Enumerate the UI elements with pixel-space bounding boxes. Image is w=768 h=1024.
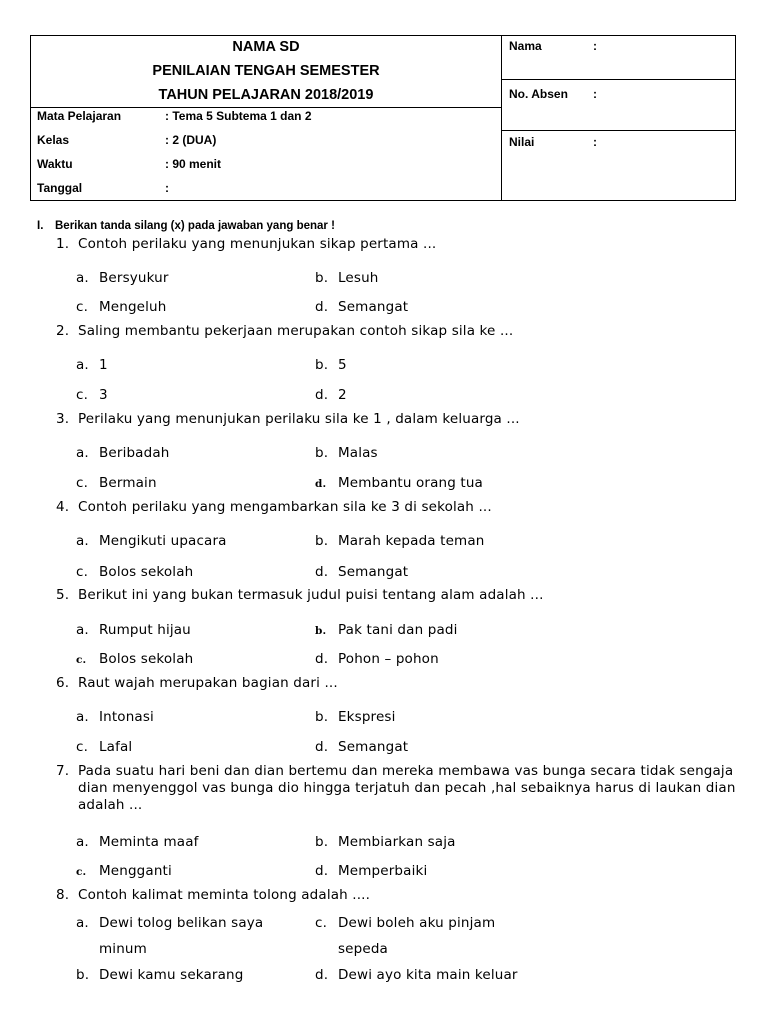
question-number: 2. [56,323,70,339]
option-4b [315,533,485,550]
question-number: 5. [56,587,70,603]
option-text: Membiarkan saja [338,834,456,850]
field-label-class: Kelas [37,133,70,147]
question-text: Contoh kalimat meminta tolong adalah .... [78,887,371,903]
exam-title: PENILAIAN TENGAH SEMESTER [152,63,380,79]
option-letter: b. [315,834,329,850]
option-7b [315,834,456,851]
option-1c [76,299,166,316]
option-text: Rumput hijau [99,622,191,638]
option-letter: a. [76,915,89,931]
option-letter: c. [76,654,87,666]
option-text: Memperbaiki [338,863,428,879]
field-value-date: : [165,181,169,195]
field-value-subject: : Tema 5 Subtema 1 dan 2 [165,109,312,123]
school-name: NAMA SD [232,39,300,55]
option-8c-continued: sepeda [338,941,388,957]
option-letter: a. [76,533,89,549]
option-letter: b. [315,357,329,373]
question-number: 3. [56,411,70,427]
option-2b [315,357,347,374]
question-4 [56,499,738,516]
section-instruction [37,220,335,232]
option-text: Marah kepada teman [338,533,485,549]
question-1 [56,236,738,253]
question-7 [56,763,738,814]
option-letter: a. [76,270,89,286]
option-letter: c. [315,915,328,931]
option-text: Semangat [338,299,409,315]
field-value-class: : 2 (DUA) [165,133,217,147]
option-7c [76,863,172,881]
option-letter: d. [315,967,329,983]
option-text: Malas [338,445,378,461]
question-text: Raut wajah merupakan bagian dari ... [78,675,338,691]
side-colon-score: : [593,135,597,149]
question-5 [56,587,738,604]
option-letter: d. [315,651,329,667]
question-number: 7. [56,763,70,779]
field-label-subject: Mata Pelajaran [37,109,122,123]
option-letter: b. [315,533,329,549]
option-3b [315,445,378,462]
option-letter: a. [76,622,89,638]
question-text: Pada suatu hari beni dan dian bertemu dan mereka membawa vas bunga secara tidak sengaja dian menyenggol vas bunga dio hingga terjatuh dan pecah ,hal sebaiknya harus di laukan dian adalah ... [78,763,736,813]
option-text: Semangat [338,739,409,755]
option-letter: c. [76,564,89,580]
option-letter: d. [315,478,327,490]
option-letter: b. [315,625,327,637]
question-2 [56,323,738,340]
option-8c [315,915,495,932]
option-letter: b. [315,270,329,286]
side-colon-absen: : [593,87,597,101]
option-text: Bolos sekolah [99,651,194,667]
option-5b [315,622,457,640]
option-text: Meminta maaf [99,834,199,850]
side-rule [501,130,735,131]
option-text: Bermain [99,475,157,491]
option-text: Lesuh [338,270,379,286]
option-7a [76,834,199,851]
school-year: TAHUN PELAJARAN 2018/2019 [158,87,374,103]
option-letter: d. [315,564,329,580]
option-text: Intonasi [99,709,154,725]
option-6a [76,709,154,726]
option-4c [76,564,193,581]
option-letter: d. [315,299,329,315]
option-letter: c. [76,866,87,878]
option-text: Mengganti [99,863,172,879]
option-letter: d. [315,387,329,403]
question-text: Contoh perilaku yang mengambarkan sila ke 3 di sekolah ... [78,499,492,515]
option-text: Dewi tolog belikan saya [99,915,264,931]
header-rule [31,107,501,108]
question-3 [56,411,738,428]
option-8d [315,967,518,984]
question-text: Berikut ini yang bukan termasuk judul puisi tentang alam adalah ... [78,587,544,603]
option-text: Semangat [338,564,409,580]
option-6d [315,739,408,756]
option-8a [76,915,263,932]
option-text: Lafal [99,739,133,755]
option-text: 2 [338,387,347,403]
section-number: I. [37,220,44,232]
option-5a [76,622,191,639]
side-label-score: Nilai [509,135,535,149]
option-text: 5 [338,357,347,373]
section-text: Berikan tanda silang (x) pada jawaban yang benar ! [55,220,335,232]
header-divider [501,36,502,200]
question-text: Perilaku yang menunjukan perilaku sila ke 1 , dalam keluarga ... [78,411,520,427]
option-text: Dewi boleh aku pinjam [338,915,496,931]
option-8a-continued: minum [99,941,147,957]
option-6b [315,709,396,726]
option-text: Dewi ayo kita main keluar [338,967,518,983]
option-2c [76,387,108,404]
option-letter: c. [76,299,89,315]
option-5c [76,651,193,669]
field-value-time: : 90 menit [165,157,222,171]
option-text: Dewi kamu sekarang [99,967,244,983]
question-text: Saling membantu pekerjaan merupakan contoh sikap sila ke ... [78,323,514,339]
option-letter: c. [76,387,89,403]
option-3a [76,445,169,462]
option-5d [315,651,439,668]
option-2a [76,357,108,374]
option-text: Pohon – pohon [338,651,439,667]
option-1d [315,299,408,316]
option-text: Mengeluh [99,299,167,315]
field-label-date: Tanggal [37,181,83,195]
option-text: 1 [99,357,108,373]
question-number: 6. [56,675,70,691]
side-label-name: Nama [509,39,542,53]
option-text: Membantu orang tua [338,475,483,491]
option-4a [76,533,227,550]
question-number: 8. [56,887,70,903]
option-text: Beribadah [99,445,170,461]
option-letter: a. [76,445,89,461]
option-8b [76,967,243,984]
option-text: Mengikuti upacara [99,533,227,549]
option-letter: b. [315,445,329,461]
option-text: Bersyukur [99,270,169,286]
question-8 [56,887,738,904]
option-7d [315,863,427,880]
option-4d [315,564,408,581]
question-number: 4. [56,499,70,515]
option-letter: c. [76,475,89,491]
option-text: Bolos sekolah [99,564,194,580]
option-1b [315,270,379,287]
option-6c [76,739,132,756]
option-3d [315,475,483,493]
option-2d [315,387,347,404]
option-letter: c. [76,739,89,755]
side-colon-name: : [593,39,597,53]
option-text: Pak tani dan padi [338,622,458,638]
option-letter: b. [315,709,329,725]
question-text: Contoh perilaku yang menunjukan sikap pertama ... [78,236,437,252]
side-rule [501,79,735,80]
question-number: 1. [56,236,70,252]
option-1a [76,270,169,287]
option-letter: d. [315,739,329,755]
field-label-time: Waktu [37,157,73,171]
option-text: 3 [99,387,108,403]
option-letter: a. [76,709,89,725]
option-letter: b. [76,967,90,983]
option-3c [76,475,157,492]
option-text: Ekspresi [338,709,396,725]
option-letter: d. [315,863,329,879]
option-letter: a. [76,834,89,850]
option-letter: a. [76,357,89,373]
header-table [30,35,736,201]
side-label-absen: No. Absen [509,87,568,101]
question-6 [56,675,738,692]
